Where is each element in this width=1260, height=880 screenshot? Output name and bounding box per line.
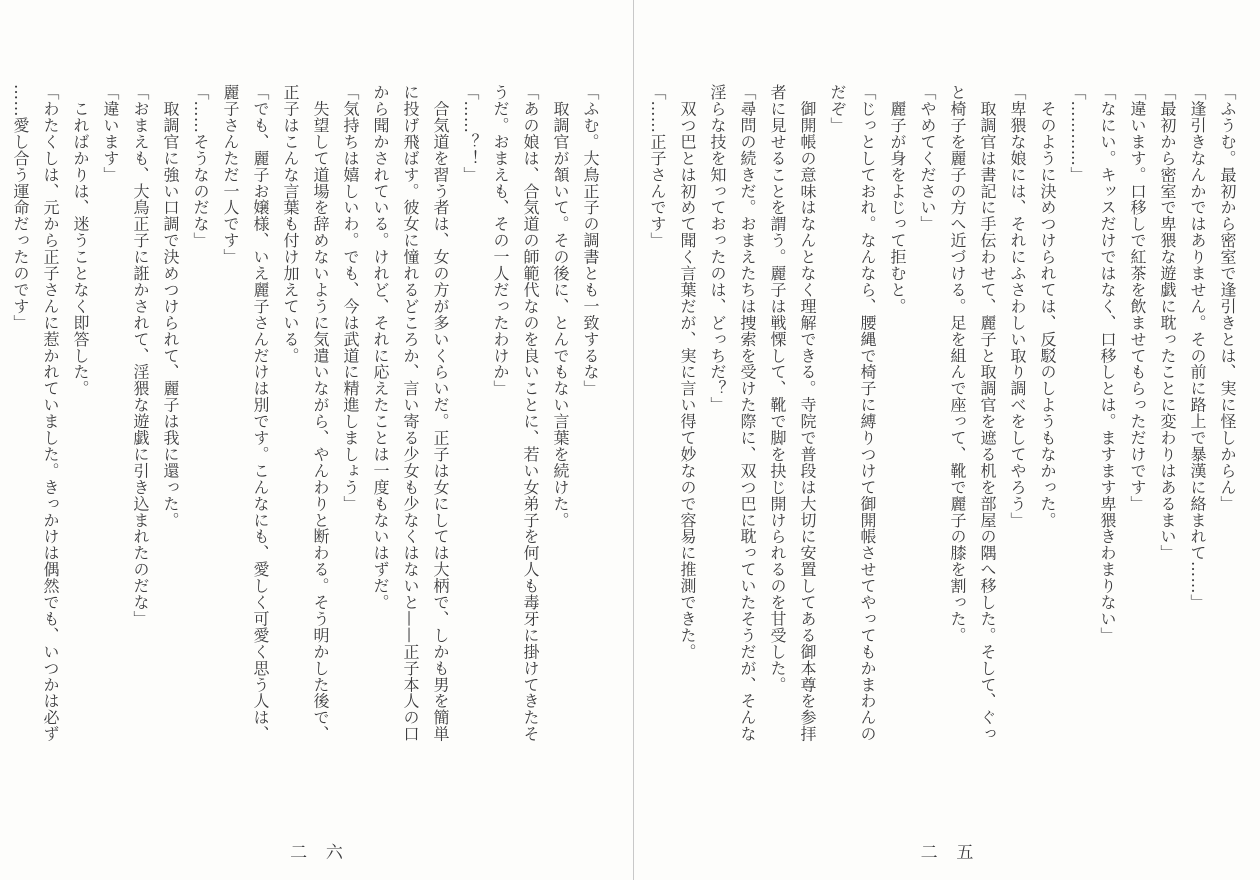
text-line: 者に見せることを謂う。麗子は戦慄して、靴で脚を抉じ開けられるのを甘受した。 (768, 84, 787, 693)
text-line: 麗子さんただ一人です」 (221, 84, 240, 265)
text-line: 「おまえも、大鳥正子に誑かされて、淫猥な遊戯に引き込まれたのだな」 (131, 84, 150, 627)
text-line: 麗子が身をよじって拒むと。 (888, 84, 907, 315)
text-line: 合気道を習う者は、女の方が多いくらいだ。正子は女にしては大柄で、しかも男を簡単 (431, 84, 450, 742)
text-line: 「気持ちは嬉しいわ。でも、今は武道に精進しましょう」 (341, 84, 360, 512)
text-line: うだ。おまえも、その一人だったわけか」 (491, 84, 510, 397)
text-line: 「違います。口移しで紅茶を飲ませてもらっただけです」 (1128, 84, 1147, 512)
text-line: 「あの娘は、合気道の師範代なのを良いことに、若い女弟子を何人も毒牙に掛けてきたそ (521, 84, 540, 742)
text-line: 御開帳の意味はなんとなく理解できる。寺院で普段は大切に安置してある御本尊を参拝 (798, 84, 817, 742)
text-line: と椅子を麗子の方へ近づける。足を組んで座って、靴で麗子の膝を割った。 (948, 84, 967, 644)
text-line: 「最初から密室で卑猥な遊戯に耽ったことに変わりはあるまい」 (1158, 84, 1177, 562)
text-line: だぞ」 (828, 84, 847, 134)
page-26-text-block (5, 84, 605, 746)
text-line: こればかりは、迷うことなく即答した。 (71, 84, 90, 397)
text-line: 「じっとしておれ。なんなら、腰縄で椅子に縛りつけて御開帳させてやってもかまわんの (858, 84, 877, 742)
text-line: 「やめてください」 (918, 84, 937, 233)
page-25-text-block (642, 84, 1242, 746)
text-line: 「違います」 (101, 84, 120, 183)
text-line: ……愛し合う運命だったのです」 (11, 84, 30, 331)
text-line: そのように決めつけられては、反駁のしようもなかった。 (1038, 84, 1057, 529)
text-line: 取調官に強い口調で決めつけられて、麗子は我に還った。 (161, 84, 180, 529)
text-line: 「でも、麗子お嬢様、いえ麗子さんだけは別です。こんなにも、愛しく可愛く思う人は、 (251, 84, 270, 742)
page-26-number-label: 二六 (290, 843, 362, 863)
text-line: 双つ巴とは初めて聞く言葉だが、実に言い得て妙なので容易に推測できた。 (678, 84, 697, 660)
text-line: 「ふうむ。最初から密室で逢引きとは、実に怪しからん」 (1218, 84, 1237, 512)
text-line: に投げ飛ばす。彼女に憧れるどころか、言い寄る少女も少なくはないと——正子本人の口 (401, 84, 420, 742)
text-line: 失望して道場を辞めないように気遣いながら、やんわりと断わる。そう明かした後で、 (311, 84, 330, 742)
text-line: 淫らな技を知っておったのは、どっちだ？」 (708, 84, 727, 413)
text-line: 取調官が頷いて。その後に、とんでもない言葉を続けた。 (551, 84, 570, 529)
text-line: 「わたくしは、元から正子さんに惹かれていました。きっかけは偶然でも、いつかは必ず (41, 84, 60, 742)
text-line: 「ふむ。大鳥正子の調書とも一致するな」 (581, 84, 600, 397)
text-line: 「…………」 (1068, 84, 1087, 183)
text-line: 「……？！」 (461, 84, 480, 183)
text-line: 正子はこんな言葉も付け加えている。 (281, 84, 300, 364)
text-line: 「なにい。キッスだけではなく、口移しとは。ますます卑猥きわまりない」 (1098, 84, 1117, 644)
text-line: 取調官は書記に手伝わせて、麗子と取調官を遮る机を部屋の隅へ移した。そして、ぐっ (978, 84, 997, 742)
text-line: 「……正子さんです」 (648, 84, 667, 249)
page-26-number (0, 838, 633, 863)
text-line: 「……そうなのだな」 (191, 84, 210, 249)
page-25-number-label: 二五 (920, 843, 993, 863)
text-line: 「逢引きなんかではありません。その前に路上で暴漢に絡まれて……」 (1188, 84, 1207, 611)
text-line: 「卑猥な娘には、それにふさわしい取り調べをしてやろう」 (1008, 84, 1027, 529)
page-25 (634, 0, 1260, 880)
text-line: から聞かされている。けれど、それに応えたことは一度もないはずだ。 (371, 84, 390, 611)
page-25-number (634, 838, 1260, 863)
text-line: 「尋問の続きだ。おまえたちは捜索を受けた際に、双つ巴に耽っていたそうだが、そんな (738, 84, 757, 742)
